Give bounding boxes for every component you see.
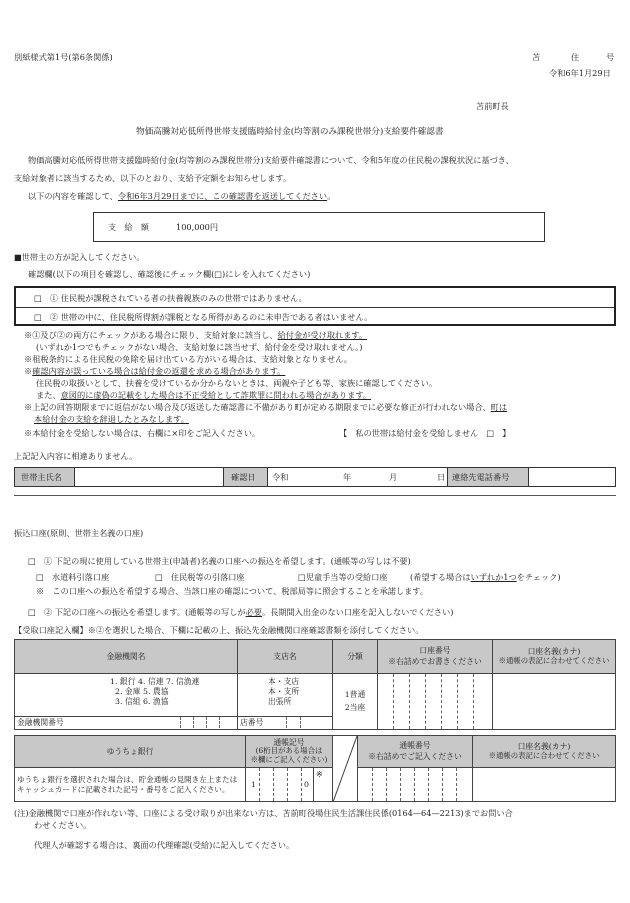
issue-date: 令和6年1月29日 xyxy=(549,68,611,78)
note-3: ※確認内容が誤っている場合は給付金の返還を求める場合があります。 xyxy=(24,366,286,376)
slash-line xyxy=(333,736,357,802)
footer-note-1b: わせください。 xyxy=(34,820,92,830)
era-label: 令和 xyxy=(272,472,289,482)
doc-no-b: 住 xyxy=(571,52,580,62)
intro-line-3: 以下の内容を確認して、令和6年3月29日までに、この確認書を返送してください。 xyxy=(28,191,336,201)
number-header: 通帳番号 ※右詰めでご記入ください xyxy=(358,736,473,768)
day-label: 日 xyxy=(437,472,446,482)
doc-no-c: 号 xyxy=(606,52,615,62)
option-tax[interactable]: □ 住民税等の引落口座 xyxy=(155,572,245,582)
note-5: ※本給付金を受給しない場合は、右欄に×印をご記入ください。 xyxy=(24,428,261,438)
number-cell[interactable] xyxy=(358,768,473,802)
confirm-line: 上記記入内容に相違ありません。 xyxy=(14,451,138,461)
slash-cell xyxy=(333,736,358,802)
option-hint: (希望する場合はいずれか1つをチェック) xyxy=(410,572,561,582)
yucho-name-header: ゆうちょ銀行 xyxy=(15,736,246,768)
amount-label: 支 給 額 xyxy=(108,222,149,232)
form-id: 別紙様式第1号(第6条関係) xyxy=(14,52,113,62)
type-header: 分類 xyxy=(333,640,378,674)
bank-name-header: 金融機関名 xyxy=(15,640,238,674)
record-heading: 【受取口座記入欄】※②を選択した場合、下欄に記載の上、振込先金融機関口座確認書類を添付してください。 xyxy=(14,625,424,635)
section1-heading: ■世帯主の方が記入してください。 xyxy=(14,252,145,262)
note-3-sub-1: 住民税の取扱いとして、扶養を受けているか分からないときは、両親や子ども等、家族に確認してください。 xyxy=(36,378,438,388)
head-name-label: 世帯主氏名 xyxy=(21,472,62,482)
option-water[interactable]: □ 水道料引落口座 xyxy=(36,572,110,582)
account-option-1[interactable]: □ ① 下記の現に使用している世帯主(申請者)名義の口座への振込を希望します。(通帳等の写しは不要) xyxy=(28,556,411,566)
branch-header: 支店名 xyxy=(238,640,333,674)
doc-no-a: 苫 xyxy=(532,52,541,62)
check-divider xyxy=(16,307,614,308)
branch-cell[interactable]: 本・支店 本・支所 出張所 店番号 xyxy=(238,674,333,730)
note-1-sub: (いずれか1つでもチェックがない場合、支給対象に該当せず、給付金を受け取れません。) xyxy=(36,342,363,352)
bank-code-row: 金融機関番号 xyxy=(15,716,237,729)
mark-sixth-digit: ※ xyxy=(316,770,323,779)
holder-header: 口座名義(カナ) ※通帳の表記に合わせてください xyxy=(493,640,616,674)
phone-label: 連絡先電話番号 xyxy=(452,472,510,482)
account-option-2[interactable]: □ ② 下記の口座への振込を希望します。(通帳等の写しが必要。長期間入出金のない口座を記入しないでください) xyxy=(28,607,454,617)
year-label: 年 xyxy=(343,472,352,482)
note-4-cont: 本給付金の支給を辞退したとみなします。 xyxy=(34,414,189,424)
head-name-field[interactable] xyxy=(75,468,223,486)
yucho-holder-cell[interactable] xyxy=(473,768,616,802)
footer-note-1: (注)金融機関で口座が作れない等、口座による受け取りが出来ない方は、苫前町役場住民生活課住民係(0164—64—2213)までお問い合 xyxy=(14,808,513,818)
amount-box xyxy=(93,212,545,242)
branch-code-row: 店番号 xyxy=(238,716,332,729)
note-1: ※①及び②の両方にチェックがある場合に限り、支給対象に該当し、給付金が受け取れます。 xyxy=(24,330,367,340)
note-2: ※租税条約による住民税の免除を届け出ている方がいる場合は、支給対象となりません。 xyxy=(24,354,352,364)
check-item-2[interactable]: □ ② 世帯の中に、住民税所得割が課税となる所得があるのに未申告である者はいません。 xyxy=(34,312,373,322)
yucho-holder-header: 口座名義(カナ) ※通帳の表記に合わせてください xyxy=(473,736,616,768)
deadline-text: 令和6年3月29日までに、この確認書を返送してください xyxy=(117,191,328,201)
option-child[interactable]: □児童手当等の受給口座 xyxy=(298,572,388,582)
month-label: 月 xyxy=(389,472,398,482)
phone-field[interactable] xyxy=(528,468,616,486)
bank-table xyxy=(14,639,616,730)
intro-line-2: 支給対象者に該当するため、以下のとおり、支給予定額をお知らせします。 xyxy=(14,173,292,183)
note-4: ※上記の回答期限までに返信がない場合及び返送した確認書に不備があり町が定める期限までに必要な修正が行われない場合、町は xyxy=(24,402,508,412)
footer-note-2: 代理人が確認する場合は、裏面の代理確認(受給)に記入してください。 xyxy=(34,840,295,850)
symbol-cell[interactable]: 1 0 ※ xyxy=(246,768,333,802)
issuer: 苫前町長 xyxy=(476,101,509,111)
section-divider xyxy=(14,495,616,496)
check-item-1[interactable]: □ ① 住民税が課税されている者の扶養親族のみの世帯ではありません。 xyxy=(34,293,307,303)
bank-name-cell[interactable]: 1. 銀行 4. 信連 7. 信漁連 2. 金庫 5. 農協 3. 信組 6. 漁協 金融機関番号 xyxy=(15,674,238,730)
document-title: 物価高騰対応低所得世帯支援臨時給付金(均等割のみ課税世帯分)支給要件確認書 xyxy=(136,127,444,137)
check-note: 確認欄(以下の項目を確認し、確認後にチェック欄(□)にレを入れてください) xyxy=(28,269,311,279)
type-cell[interactable]: 1普通 2当座 xyxy=(333,674,378,730)
symbol-header: 通帳記号 (6桁目がある場合は ※欄にご記入ください) xyxy=(246,736,333,768)
option-1-note: ※ この口座への振込を希望する場合、当該口座の確認について、税部局等に照会することを承諾します。 xyxy=(36,586,429,596)
acct-header: 口座番号 ※右詰めでお書きください xyxy=(378,640,493,674)
holder-cell[interactable] xyxy=(493,674,616,730)
intro-line-1: 物価高騰対応低所得世帯支援臨時給付金(均等割のみ課税世帯分)支給要件確認書について、令和5年度の住民税の課税状況に基づき、 xyxy=(28,155,514,165)
check-items-box xyxy=(14,286,616,326)
yucho-note: ゆうちょ銀行を選択された場合は、貯金通帳の見開き左上またはキャッシュカードに記載された記号・番号をご記入ください。 xyxy=(15,768,246,802)
decline-box[interactable]: 【 私の世帯は給付金を受給しません □ 】 xyxy=(339,428,511,438)
confirm-date-label: 確認日 xyxy=(231,472,256,482)
confirm-row xyxy=(14,467,616,487)
account-heading: 振込口座(原則、世帯主名義の口座) xyxy=(14,528,144,538)
acct-number-cell[interactable] xyxy=(378,674,493,730)
note-3-sub-2: また、意図的に虚偽の記載をした場合は不正受給として詐欺罪に問われる場合があります。 xyxy=(36,390,372,400)
yucho-table xyxy=(14,735,616,802)
amount-value: 100,000円 xyxy=(176,222,219,232)
